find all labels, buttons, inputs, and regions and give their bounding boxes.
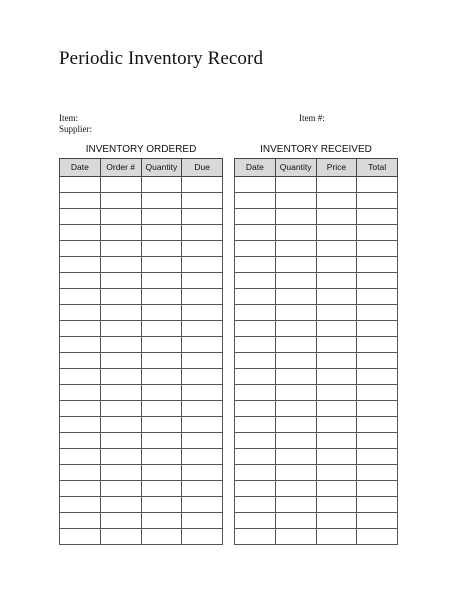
table-cell xyxy=(100,225,141,241)
page-title: Periodic Inventory Record xyxy=(59,48,264,69)
table-cell xyxy=(275,241,316,257)
table-cell xyxy=(60,273,101,289)
table-row xyxy=(235,433,398,449)
table-cell xyxy=(60,353,101,369)
table-cell xyxy=(357,209,398,225)
table-cell xyxy=(275,305,316,321)
item-number-label: Item #: xyxy=(299,113,325,123)
table-cell xyxy=(60,257,101,273)
table-cell xyxy=(235,257,276,273)
table-cell xyxy=(141,337,182,353)
table-cell xyxy=(235,241,276,257)
table-cell xyxy=(141,209,182,225)
table-cell xyxy=(182,481,223,497)
table-cell xyxy=(182,385,223,401)
table-cell xyxy=(60,529,101,545)
table-cell xyxy=(182,401,223,417)
table-cell xyxy=(316,401,357,417)
table-cell xyxy=(275,529,316,545)
table-row xyxy=(235,209,398,225)
table-cell xyxy=(141,433,182,449)
table-cell xyxy=(141,497,182,513)
table-cell xyxy=(100,401,141,417)
table-cell xyxy=(357,225,398,241)
table-cell xyxy=(141,177,182,193)
table-cell xyxy=(235,353,276,369)
table-cell xyxy=(182,513,223,529)
table-cell xyxy=(316,289,357,305)
table-cell xyxy=(100,369,141,385)
table-row xyxy=(60,529,223,545)
table-cell xyxy=(182,353,223,369)
table-cell xyxy=(100,289,141,305)
table-cell xyxy=(60,433,101,449)
table-cell xyxy=(275,273,316,289)
table-cell xyxy=(60,497,101,513)
table-row xyxy=(60,465,223,481)
table-cell xyxy=(235,449,276,465)
table-cell xyxy=(357,401,398,417)
table-header-row xyxy=(235,159,398,177)
table-row xyxy=(235,337,398,353)
table-cell xyxy=(275,209,316,225)
table-row xyxy=(235,481,398,497)
table-cell xyxy=(141,417,182,433)
table-row xyxy=(60,289,223,305)
table-cell xyxy=(316,369,357,385)
table-row xyxy=(60,273,223,289)
received-table-body xyxy=(235,177,398,545)
table-cell xyxy=(316,257,357,273)
table-row xyxy=(60,193,223,209)
table-cell xyxy=(357,513,398,529)
table-cell xyxy=(357,497,398,513)
table-cell xyxy=(235,273,276,289)
table-row xyxy=(60,257,223,273)
table-row xyxy=(235,513,398,529)
table-cell xyxy=(357,241,398,257)
table-row xyxy=(235,529,398,545)
table-cell xyxy=(235,369,276,385)
table-row xyxy=(60,305,223,321)
table-cell xyxy=(60,209,101,225)
table-cell xyxy=(182,337,223,353)
table-cell xyxy=(60,465,101,481)
column-header-price: Price xyxy=(316,159,357,177)
table-cell xyxy=(316,433,357,449)
column-header-quantity: Quantity xyxy=(275,159,316,177)
table-row xyxy=(235,321,398,337)
table-cell xyxy=(141,353,182,369)
table-row xyxy=(235,257,398,273)
table-row xyxy=(235,369,398,385)
table-cell xyxy=(275,497,316,513)
table-cell xyxy=(316,209,357,225)
table-cell xyxy=(141,225,182,241)
table-cell xyxy=(100,497,141,513)
table-cell xyxy=(275,465,316,481)
table-cell xyxy=(316,417,357,433)
table-cell xyxy=(182,529,223,545)
table-cell xyxy=(182,321,223,337)
table-cell xyxy=(141,321,182,337)
table-cell xyxy=(275,369,316,385)
table-cell xyxy=(357,385,398,401)
column-header-date: Date xyxy=(235,159,276,177)
table-cell xyxy=(141,257,182,273)
table-row xyxy=(235,449,398,465)
table-cell xyxy=(100,337,141,353)
table-cell xyxy=(235,209,276,225)
table-cell xyxy=(60,513,101,529)
table-cell xyxy=(100,241,141,257)
table-cell xyxy=(100,353,141,369)
table-cell xyxy=(141,369,182,385)
table-cell xyxy=(141,385,182,401)
table-header-row xyxy=(60,159,223,177)
table-row xyxy=(60,513,223,529)
table-cell xyxy=(316,497,357,513)
table-cell xyxy=(100,529,141,545)
table-cell xyxy=(100,209,141,225)
table-row xyxy=(235,289,398,305)
table-cell xyxy=(141,529,182,545)
table-cell xyxy=(100,449,141,465)
table-cell xyxy=(235,497,276,513)
table-cell xyxy=(275,353,316,369)
table-row xyxy=(235,385,398,401)
inventory-received-heading: INVENTORY RECEIVED xyxy=(260,144,372,155)
table-row xyxy=(60,337,223,353)
table-row xyxy=(60,241,223,257)
table-cell xyxy=(60,369,101,385)
table-row xyxy=(60,225,223,241)
table-cell xyxy=(235,385,276,401)
table-cell xyxy=(100,481,141,497)
table-cell xyxy=(182,369,223,385)
table-cell xyxy=(235,513,276,529)
table-cell xyxy=(357,449,398,465)
table-row xyxy=(60,177,223,193)
table-cell xyxy=(60,305,101,321)
table-cell xyxy=(275,225,316,241)
table-cell xyxy=(235,289,276,305)
table-cell xyxy=(100,305,141,321)
column-header-total: Total xyxy=(357,159,398,177)
table-cell xyxy=(182,497,223,513)
table-cell xyxy=(60,417,101,433)
table-cell xyxy=(275,177,316,193)
table-cell xyxy=(182,289,223,305)
table-cell xyxy=(275,385,316,401)
supplier-label: Supplier: xyxy=(59,124,92,134)
table-row xyxy=(60,353,223,369)
table-cell xyxy=(141,513,182,529)
table-cell xyxy=(182,273,223,289)
table-cell xyxy=(182,209,223,225)
table-cell xyxy=(60,225,101,241)
table-cell xyxy=(357,321,398,337)
inventory-ordered-heading: INVENTORY ORDERED xyxy=(85,144,197,155)
table-row xyxy=(60,433,223,449)
table-cell xyxy=(141,193,182,209)
table-row xyxy=(235,465,398,481)
table-row xyxy=(60,449,223,465)
table-cell xyxy=(100,273,141,289)
table-cell xyxy=(141,449,182,465)
table-row xyxy=(60,417,223,433)
table-row xyxy=(60,369,223,385)
table-cell xyxy=(235,417,276,433)
table-row xyxy=(60,321,223,337)
table-cell xyxy=(316,193,357,209)
table-cell xyxy=(275,321,316,337)
table-row xyxy=(235,417,398,433)
table-cell xyxy=(357,257,398,273)
table-cell xyxy=(141,305,182,321)
table-cell xyxy=(182,433,223,449)
table-cell xyxy=(141,289,182,305)
table-row xyxy=(235,177,398,193)
table-cell xyxy=(60,241,101,257)
table-cell xyxy=(316,241,357,257)
table-row xyxy=(60,481,223,497)
table-cell xyxy=(100,513,141,529)
table-row xyxy=(235,401,398,417)
table-cell xyxy=(275,449,316,465)
table-cell xyxy=(357,529,398,545)
table-cell xyxy=(60,449,101,465)
table-cell xyxy=(316,513,357,529)
table-cell xyxy=(235,177,276,193)
table-cell xyxy=(235,465,276,481)
table-row xyxy=(235,305,398,321)
table-cell xyxy=(316,449,357,465)
table-cell xyxy=(100,177,141,193)
table-cell xyxy=(316,273,357,289)
table-row xyxy=(235,497,398,513)
table-cell xyxy=(60,337,101,353)
table-cell xyxy=(275,513,316,529)
table-cell xyxy=(182,225,223,241)
table-cell xyxy=(235,529,276,545)
table-cell xyxy=(316,385,357,401)
table-cell xyxy=(60,481,101,497)
table-cell xyxy=(60,193,101,209)
table-cell xyxy=(357,465,398,481)
table-cell xyxy=(316,353,357,369)
table-cell xyxy=(182,465,223,481)
table-row xyxy=(235,241,398,257)
table-cell xyxy=(235,401,276,417)
table-cell xyxy=(235,225,276,241)
table-cell xyxy=(182,193,223,209)
table-cell xyxy=(357,305,398,321)
table-cell xyxy=(357,273,398,289)
table-cell xyxy=(100,417,141,433)
table-cell xyxy=(100,193,141,209)
table-cell xyxy=(235,321,276,337)
table-cell xyxy=(60,289,101,305)
column-header-quantity: Quantity xyxy=(141,159,182,177)
table-cell xyxy=(60,177,101,193)
table-cell xyxy=(357,481,398,497)
table-cell xyxy=(316,225,357,241)
table-cell xyxy=(275,433,316,449)
table-row xyxy=(60,497,223,513)
table-cell xyxy=(141,401,182,417)
table-cell xyxy=(141,481,182,497)
table-cell xyxy=(316,177,357,193)
table-row xyxy=(235,193,398,209)
table-cell xyxy=(182,241,223,257)
table-cell xyxy=(275,481,316,497)
table-cell xyxy=(357,417,398,433)
table-cell xyxy=(275,289,316,305)
table-cell xyxy=(316,529,357,545)
table-cell xyxy=(357,353,398,369)
table-cell xyxy=(235,337,276,353)
column-header-date: Date xyxy=(60,159,101,177)
table-cell xyxy=(100,321,141,337)
table-cell xyxy=(182,417,223,433)
table-cell xyxy=(235,193,276,209)
table-cell xyxy=(316,337,357,353)
table-cell xyxy=(182,449,223,465)
table-cell xyxy=(182,177,223,193)
table-cell xyxy=(316,481,357,497)
table-row xyxy=(60,401,223,417)
inventory-received-table xyxy=(234,158,398,545)
table-cell xyxy=(141,465,182,481)
ordered-table-body xyxy=(60,177,223,545)
table-row xyxy=(60,209,223,225)
table-cell xyxy=(316,465,357,481)
table-cell xyxy=(316,305,357,321)
table-cell xyxy=(100,433,141,449)
column-header-order-number: Order # xyxy=(100,159,141,177)
table-cell xyxy=(275,337,316,353)
table-cell xyxy=(182,305,223,321)
table-cell xyxy=(357,369,398,385)
table-cell xyxy=(235,305,276,321)
table-cell xyxy=(141,241,182,257)
table-cell xyxy=(60,321,101,337)
table-cell xyxy=(275,417,316,433)
table-cell xyxy=(235,481,276,497)
table-cell xyxy=(141,273,182,289)
inventory-ordered-table xyxy=(59,158,223,545)
table-cell xyxy=(357,433,398,449)
table-cell xyxy=(357,177,398,193)
table-row xyxy=(60,385,223,401)
table-cell xyxy=(275,193,316,209)
item-label: Item: xyxy=(59,113,78,123)
table-cell xyxy=(182,257,223,273)
table-row xyxy=(235,353,398,369)
table-row xyxy=(235,225,398,241)
table-cell xyxy=(100,385,141,401)
table-cell xyxy=(100,257,141,273)
table-row xyxy=(235,273,398,289)
table-cell xyxy=(316,321,357,337)
table-cell xyxy=(357,289,398,305)
table-cell xyxy=(275,401,316,417)
table-cell xyxy=(60,401,101,417)
table-cell xyxy=(100,465,141,481)
table-cell xyxy=(357,193,398,209)
table-cell xyxy=(235,433,276,449)
column-header-due: Due xyxy=(182,159,223,177)
table-cell xyxy=(60,385,101,401)
table-cell xyxy=(275,257,316,273)
table-cell xyxy=(357,337,398,353)
